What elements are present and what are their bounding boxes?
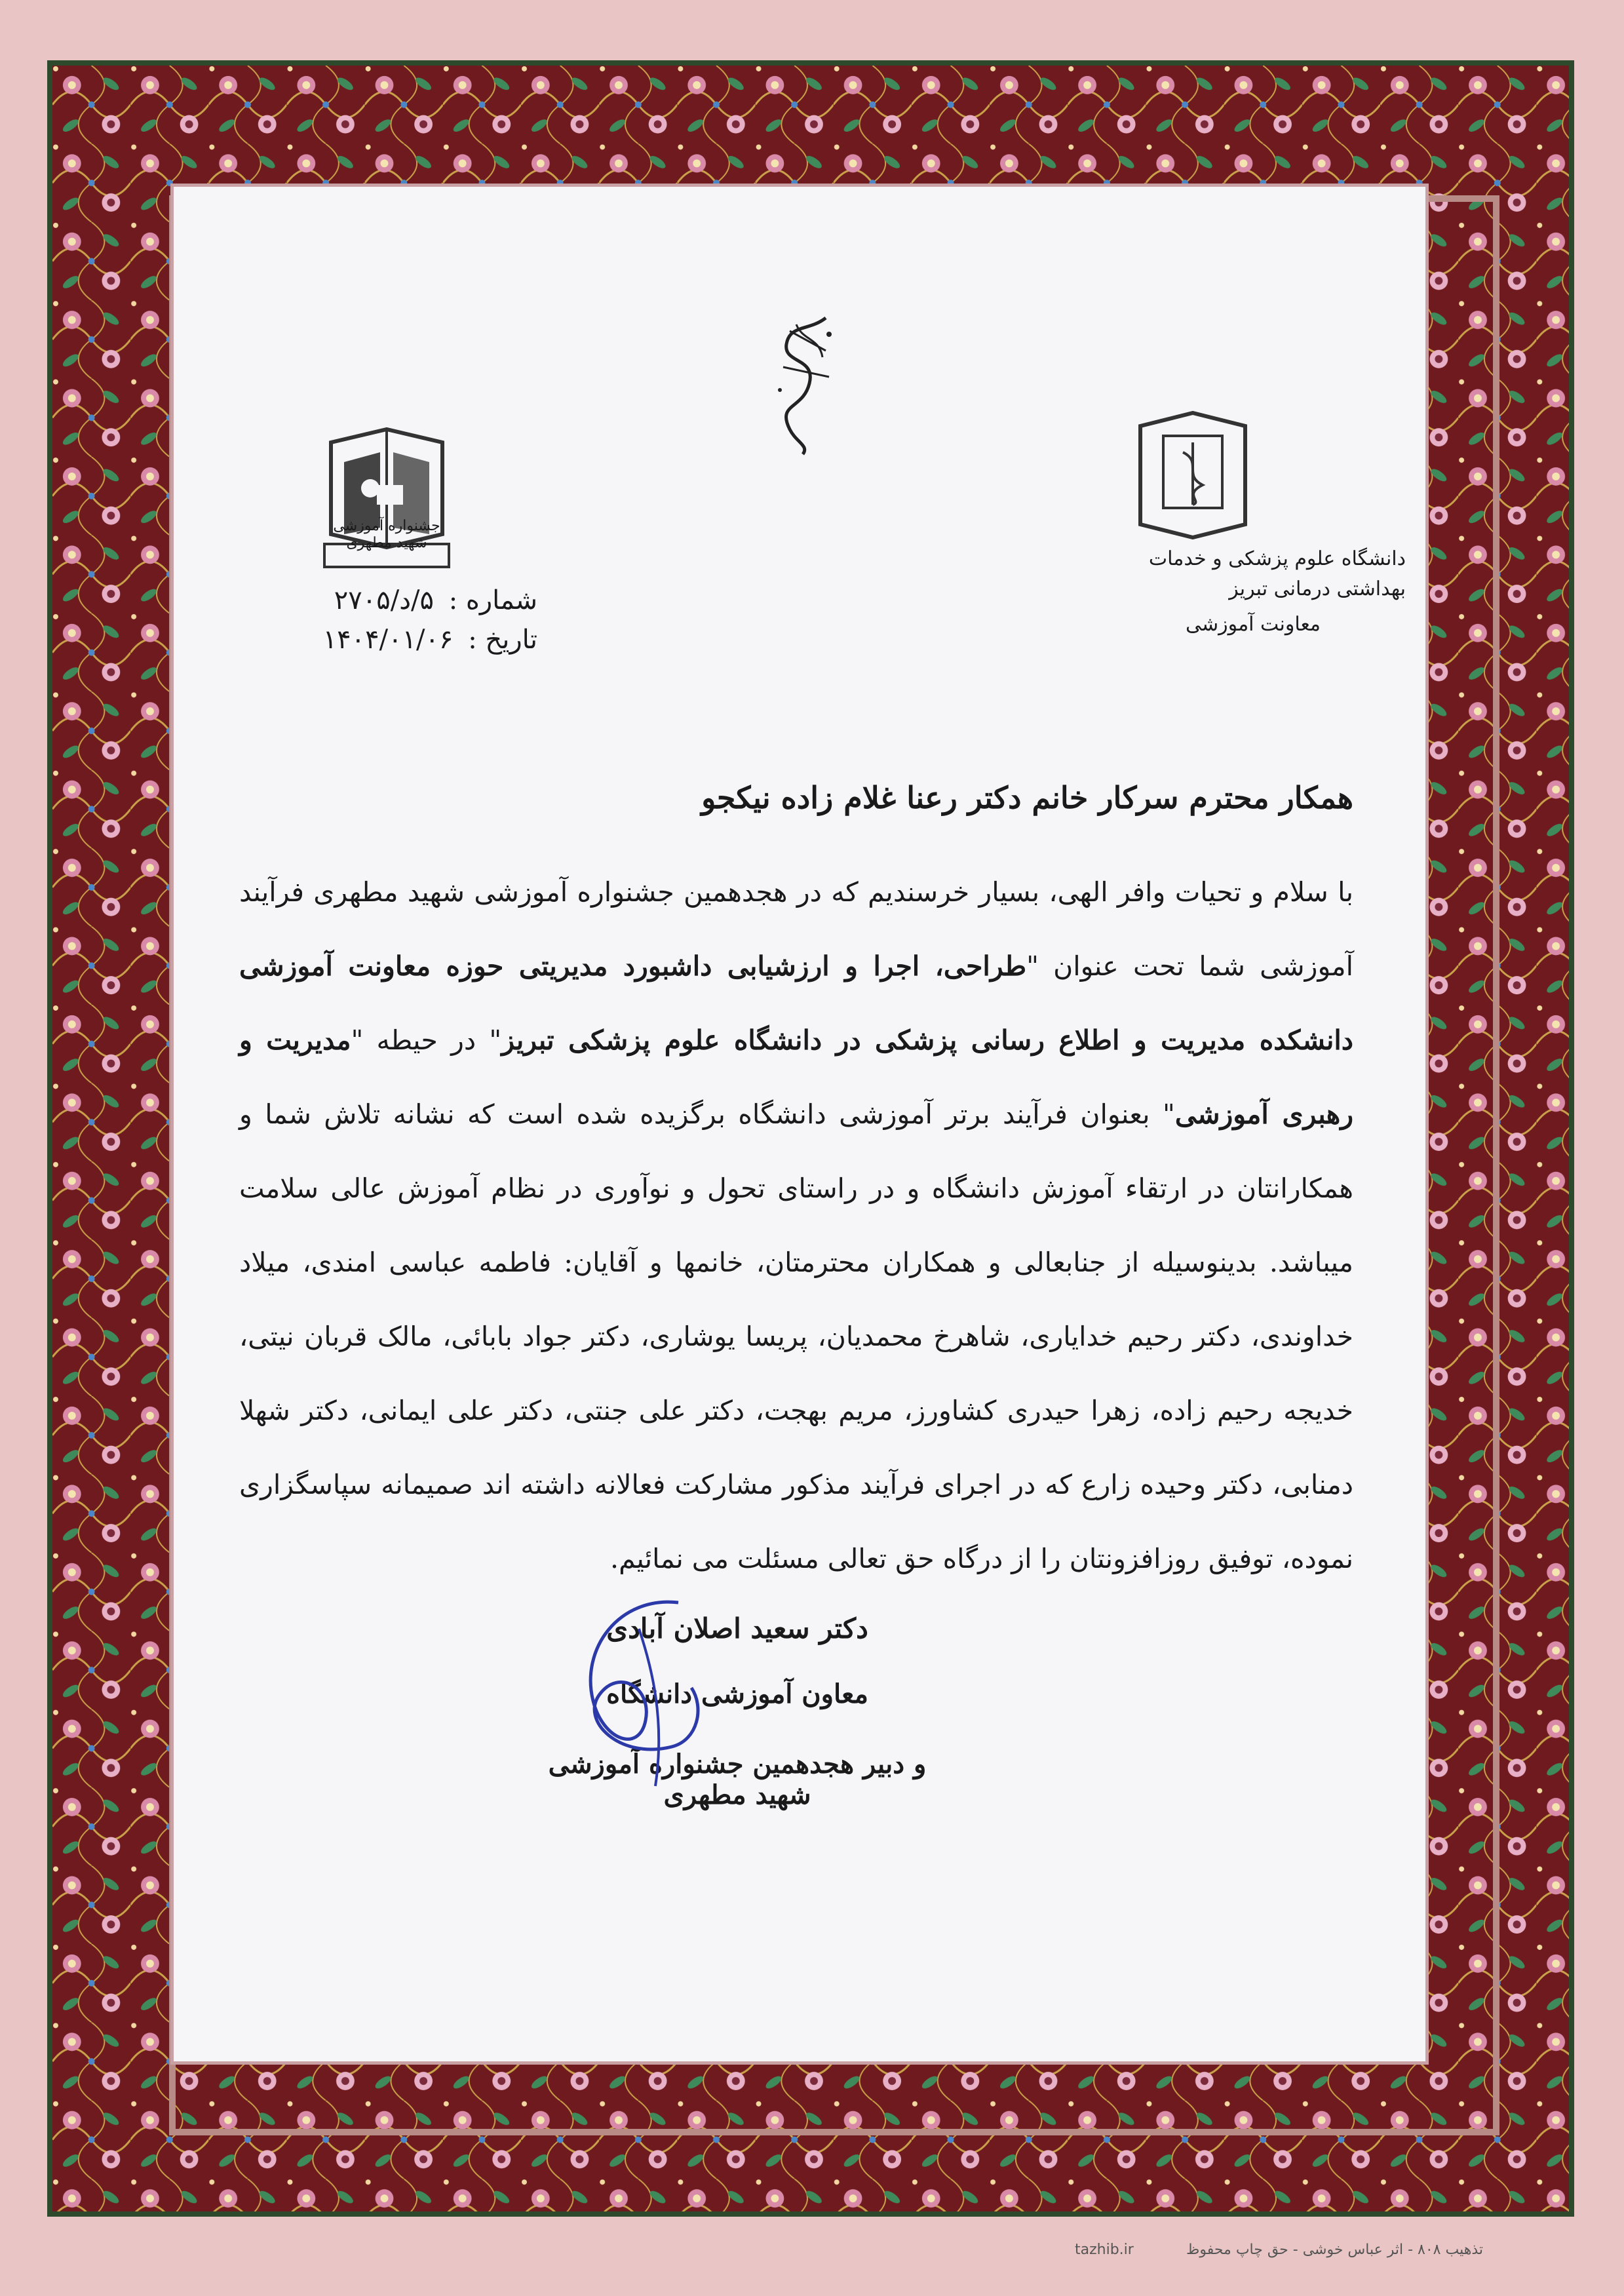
- certificate-paper: [170, 184, 1429, 2065]
- body-part-1: با سلام و تحیات وافر الهی، بسیار خرسندیم که در هجدهمین جشنواره آموزشی شهید مطهری فرآیند آموزشی شما تحت عنوان ": [239, 876, 1353, 982]
- project-title: طراحی، اجرا و ارزشیابی داشبورد مدیریتی حوزه معاونت آموزشی دانشکده مدیریت و اطلاع رسانی پزشکی در دانشگاه علوم پزشکی تبریز: [239, 950, 1353, 1056]
- signer-role: معاون آموزشی دانشگاه: [606, 1679, 868, 1709]
- signer-name: دکتر سعید اصلان آبادی: [606, 1612, 868, 1644]
- letter-number: [262, 585, 537, 615]
- signer-role-2: و دبیر هجدهمین جشنواره آموزشی شهید مطهری: [548, 1749, 927, 1810]
- body-part-5: " بعنوان فرآیند برتر آموزشی دانشگاه برگزیده شده است که نشانه تلاش شما و همکارانتان در ارتقاء آموزش دانشگاه و در راستای تحول و نوآوری در نظام آموزش عالی سلامت میباشد. بدینوسیله از جنابعالی و همکاران محترمتان، خانمها و آقایان: فاطمه عباسی امندی، میلاد خداوندی، دکتر رحیم خدایاری، شاهرخ محمدیان، پریسا یوشاری، دکتر جواد بابائی، مالک قربان نیتی، خدیجه رحیم زاده، زهرا حیدری کشاورز، مریم بهجت، دکتر علی جنتی، دکتر علی ایمانی، دکتر شهلا دمنابی، دکتر وحیده زارع که در اجرای فرآیند مذکور مشارکت فعالانه داشته اند صمیمانه سپاسگزاری نموده، توفیق روزافزونتان را از درگاه حق تعالی مسئلت می نمائیم.: [239, 1099, 1353, 1574]
- domain-title: مدیریت و رهبری آموزشی: [239, 1024, 1353, 1130]
- handwritten-signature: [541, 1589, 737, 1806]
- university-name: دانشگاه علوم پزشکی و خدمات بهداشتی درمانی تبریز: [1148, 547, 1406, 600]
- number-label: شماره :: [448, 585, 537, 615]
- number-value: ۵/د/۲۷۰۵: [334, 585, 434, 615]
- letter-date: [262, 625, 537, 655]
- date-value: ۱۴۰۴/۰۱/۰۶: [322, 625, 454, 655]
- date-label: تاریخ :: [468, 625, 537, 655]
- footer-site: tazhib.ir: [1075, 2242, 1134, 2258]
- footer-credit: تذهیب ۸۰۸ - اثر عباس خوشی - حق چاپ محفوظ: [1186, 2242, 1484, 2258]
- university-logo: [1131, 410, 1255, 541]
- letter-body: [239, 855, 1353, 1596]
- bismillah-calligraphy: [764, 305, 849, 456]
- department-name: معاونت آموزشی: [1185, 613, 1321, 636]
- salutation: همکار محترم سرکار خانم دکتر رعنا غلام زاده نیکجو: [701, 780, 1353, 815]
- festival-logo-caption: جشنواره آموزشی شهید مطهری: [333, 518, 440, 551]
- body-part-3: " در حیطه ": [351, 1024, 502, 1056]
